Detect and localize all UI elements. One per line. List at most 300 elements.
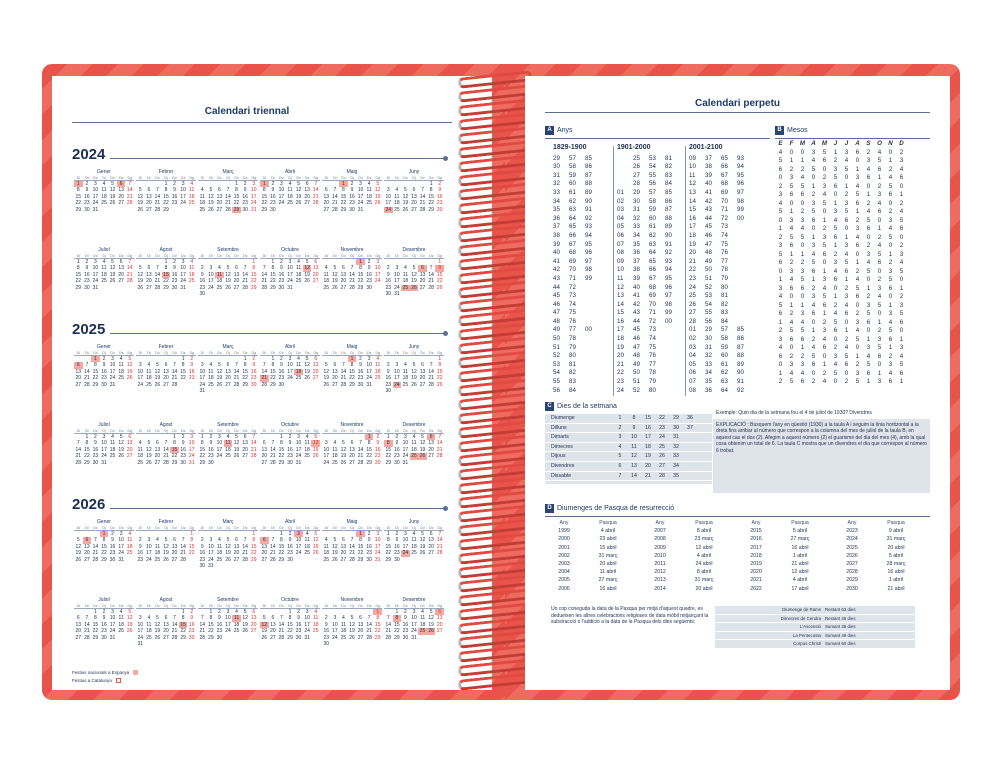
day: 6 [305, 181, 309, 187]
day: 4 [209, 362, 213, 369]
month-cell: 3 [811, 293, 816, 300]
weekday-label: Dc [217, 176, 222, 180]
month-cell: 6 [866, 369, 871, 377]
month-cell: 0 [899, 327, 904, 334]
day: 19 [261, 628, 268, 635]
day: 19 [419, 543, 426, 550]
weekday-label: Dg [437, 351, 443, 355]
easter-date: 16 abril [791, 544, 809, 551]
day: 24 [208, 556, 214, 563]
day: 10 [357, 187, 364, 194]
day: 23 [323, 634, 330, 641]
day: 12 [374, 187, 381, 194]
month-name: Octubre [281, 597, 299, 603]
year-rule [110, 158, 445, 159]
day: 20 [357, 628, 364, 635]
day: 26 [109, 278, 116, 285]
easter-row [737, 544, 833, 552]
years-row [689, 215, 753, 224]
month-cell: 0 [844, 174, 849, 181]
month-name: Octubre [281, 247, 299, 253]
day: 8 [76, 187, 80, 194]
weekday-value: 14 [631, 472, 637, 479]
month-cell: 0 [822, 259, 827, 266]
weekday-label: Dl [138, 351, 142, 355]
day: 10 [216, 440, 223, 447]
weekday-label: Dv [172, 604, 177, 608]
month-cell: 5 [877, 250, 882, 258]
weekday-label: Dc [403, 176, 408, 180]
years-range-header: 1829-1900 [553, 144, 587, 151]
day: 13 [163, 621, 169, 628]
day: 14 [126, 187, 133, 194]
header-any: Any [847, 520, 857, 526]
day: 13 [270, 621, 276, 628]
day: 21 [250, 446, 257, 453]
month-cell: 4 [811, 250, 816, 258]
movable-feast-row [715, 615, 915, 624]
day: 10 [394, 271, 400, 278]
weekday-value [683, 462, 697, 471]
day: 31 [374, 556, 381, 563]
day: 17 [109, 368, 116, 375]
day: 16 [199, 550, 206, 557]
year-cell: 78 [649, 369, 656, 377]
day: 24 [118, 550, 124, 557]
day: 8 [209, 615, 213, 622]
weekday-label: Dl [262, 604, 266, 608]
year-cell: 85 [585, 154, 592, 162]
month-cell: 5 [888, 233, 893, 241]
day: 21 [233, 375, 240, 382]
year-cell: 39 [705, 171, 712, 179]
weekday-label: Dl [262, 429, 266, 433]
year-cell: 73 [721, 223, 728, 231]
day: 20 [75, 375, 82, 382]
easter-year: 2024 [846, 536, 858, 543]
day: 30 [101, 634, 107, 641]
day: 13 [118, 265, 124, 272]
weekday-value: 2 [618, 424, 622, 431]
weekday-label: Dj [288, 526, 292, 530]
weekday-label: Dj [288, 604, 292, 608]
day: 4 [421, 609, 424, 615]
month-febrer [136, 518, 196, 563]
month-cell: 4 [899, 208, 904, 215]
day: 17 [366, 368, 372, 375]
day: 27 [419, 284, 426, 291]
weekday-label: Dt [271, 604, 275, 608]
day: 26 [402, 206, 409, 213]
weekday-label: Dv [420, 254, 425, 258]
separator [685, 146, 686, 396]
month-novembre [322, 596, 382, 647]
year-cell [737, 275, 753, 284]
day: 30 [101, 381, 107, 388]
weekday-label: Dg [375, 429, 381, 433]
weekday-label: Dc [217, 526, 222, 530]
weekday-name: Diumenge [551, 415, 575, 421]
day: 21 [278, 628, 285, 635]
month-cell: 3 [778, 284, 783, 292]
months-row [775, 327, 907, 336]
year-cell: 56 [553, 386, 560, 394]
years-column-1901-2000 [617, 144, 681, 395]
month-cell: 3 [800, 310, 805, 317]
weekday-label: Ds [242, 429, 248, 433]
day: 18 [340, 628, 347, 635]
year-cell: 33 [705, 360, 712, 368]
month-cell: 4 [778, 148, 783, 156]
day: 2 [367, 531, 371, 537]
month-cell: 2 [866, 199, 871, 207]
day: 23 [101, 375, 107, 382]
weekday-label: Dj [226, 429, 230, 433]
day: 15 [366, 446, 372, 453]
weekday-label: Dl [138, 526, 142, 530]
weekday-label: Ds [366, 429, 372, 433]
years-row [553, 369, 601, 378]
day: 26 [411, 381, 417, 388]
month-cell: 2 [833, 157, 838, 164]
year-cell: 32 [705, 352, 712, 360]
day: 9 [111, 537, 114, 544]
month-cell: 5 [866, 267, 871, 275]
weekday-value: 7 [618, 472, 622, 479]
month-cell: 2 [899, 293, 904, 300]
day: 22 [180, 375, 186, 382]
day: 20 [428, 446, 434, 453]
day: 10 [208, 543, 214, 550]
month-cell: 5 [811, 208, 816, 215]
day: 11 [199, 193, 205, 200]
day: 11 [340, 621, 347, 628]
day: 4 [412, 531, 416, 537]
month-cell: 6 [800, 191, 805, 198]
day: 14 [436, 537, 443, 544]
day: 6 [435, 609, 444, 615]
day: 24 [411, 628, 417, 635]
day: 28 [366, 634, 372, 641]
easter-date: 16 abril [887, 569, 905, 576]
day: 15 [436, 271, 443, 278]
day: 9 [395, 440, 399, 447]
day: 18 [118, 368, 124, 375]
month-cell: 6 [855, 293, 860, 300]
day: 4 [102, 181, 106, 187]
day: 12 [163, 543, 169, 550]
year-cell: 19 [617, 343, 624, 351]
month-cell: 5 [899, 310, 904, 317]
section-d-title: Diumenges de Pasqua de resurrecció [557, 505, 675, 512]
weekday-label: Dv [358, 526, 363, 530]
year-cell: 63 [721, 378, 728, 386]
day: 9 [190, 615, 194, 622]
legend-catalonia-swatch [116, 678, 121, 683]
day: 7 [156, 187, 159, 194]
year-cell: 80 [721, 283, 728, 291]
year-cell: 41 [553, 257, 560, 265]
day: 6 [147, 265, 151, 272]
year-cell: 91 [665, 240, 672, 248]
weekday-label: Dv [110, 254, 115, 258]
weekday-value: 12 [631, 453, 637, 460]
day: 18 [411, 543, 417, 550]
weekday-label: Dc [279, 526, 284, 530]
month-cell: 4 [855, 182, 860, 190]
day: 28 [340, 381, 347, 388]
day: 8 [350, 362, 354, 369]
day: 13 [233, 271, 240, 278]
day: 5 [412, 362, 416, 369]
day: 19 [137, 200, 144, 207]
day: 6 [333, 362, 337, 369]
year-cell: 40 [553, 249, 560, 257]
day: 24 [402, 550, 409, 557]
day: 19 [304, 271, 310, 278]
day: 3 [138, 362, 142, 369]
day: 14 [84, 621, 90, 628]
years-row [689, 266, 753, 275]
easter-row [641, 576, 737, 584]
day: 7 [333, 187, 337, 194]
day: 6 [418, 265, 427, 271]
easter-year: 2002 [558, 552, 570, 559]
weekday-label: Ds [366, 604, 372, 608]
month-cell: 0 [833, 191, 838, 198]
year-cell: 27 [689, 309, 696, 317]
weekday-label: Dv [358, 604, 363, 608]
years-row [689, 223, 753, 232]
day: 20 [163, 375, 169, 382]
day: 24 [109, 628, 116, 635]
day: 1 [356, 259, 365, 265]
year-cell: 52 [633, 386, 640, 394]
feast-name: Diumenge de Rams [782, 607, 821, 612]
day: 23 [295, 628, 302, 635]
weekday-label: Ds [304, 429, 310, 433]
month-cell: 4 [877, 242, 882, 249]
month-cell: 0 [822, 208, 827, 215]
years-row [617, 258, 681, 267]
easter-year: 2019 [750, 561, 762, 568]
weekday-label: Dc [341, 526, 346, 530]
day: 24 [394, 381, 400, 388]
day: 19 [146, 453, 152, 460]
day: 16 [188, 368, 195, 375]
day: 4 [314, 609, 318, 615]
day: 17 [188, 446, 195, 453]
day: 8 [252, 265, 256, 272]
year-cell: 74 [569, 300, 576, 308]
weekday-label: Dl [76, 254, 80, 258]
day: 13 [419, 271, 426, 278]
easter-row [641, 585, 737, 593]
years-row [689, 180, 753, 189]
day: 25 [225, 453, 231, 460]
day-grid [136, 609, 196, 647]
day: 9 [350, 187, 354, 194]
year-cell [737, 258, 753, 267]
day: 16 [171, 193, 178, 200]
year-cell: 24 [689, 283, 696, 291]
day: 15 [180, 368, 186, 375]
day: 25 [199, 206, 206, 213]
day-grid [322, 181, 382, 213]
month-cell: 1 [778, 276, 783, 283]
day: 20 [250, 621, 257, 628]
section-b-title: Mesos [787, 127, 808, 134]
year-cell: 76 [649, 352, 656, 360]
year-cell: 00 [585, 326, 592, 334]
year-cell: 43 [553, 274, 560, 282]
weekday-label: Dl [200, 429, 204, 433]
month-cell: 0 [899, 233, 904, 241]
day: 26 [163, 556, 169, 563]
month-cell: 5 [811, 352, 816, 360]
month-cell: 5 [888, 327, 893, 334]
day: 13 [163, 368, 169, 375]
day: 11 [375, 362, 381, 369]
years-row [553, 215, 601, 224]
day-grid [74, 609, 134, 641]
month-cell: 4 [888, 369, 893, 377]
weekday-label: Ds [428, 604, 434, 608]
day: 27 [126, 453, 133, 460]
weekday-label: Ds [428, 176, 434, 180]
weekday-label: Dv [172, 526, 177, 530]
month-cell: 4 [811, 301, 816, 309]
year-cell: 86 [585, 163, 592, 171]
day: 25 [118, 375, 124, 382]
day: 24 [287, 375, 293, 382]
month-cell: 4 [888, 318, 893, 326]
day: 28 [419, 206, 426, 213]
day: 12 [75, 543, 82, 550]
weekday-label: Dt [395, 351, 399, 355]
day: 17 [101, 446, 107, 453]
day: 22 [84, 453, 90, 460]
month-cell: 2 [833, 301, 838, 309]
year-cell: 78 [569, 335, 576, 343]
day: 23 [199, 284, 206, 291]
weekday-label: Dv [172, 351, 177, 355]
day: 13 [332, 368, 338, 375]
year-cell: 75 [569, 309, 576, 317]
year-cell: 22 [617, 369, 624, 377]
month-cell: 2 [822, 369, 827, 377]
weekday-label: Dl [386, 429, 390, 433]
day: 29 [278, 459, 285, 466]
year-rule [110, 333, 445, 334]
year-label: 2025 [72, 321, 106, 338]
month-cell: 0 [888, 293, 893, 300]
year-cell [585, 309, 601, 318]
month-initial: M [821, 140, 828, 147]
easter-year: 2026 [846, 552, 858, 559]
month-name: Febrer [158, 519, 174, 525]
easter-year: 2005 [558, 577, 570, 584]
day: 18 [411, 446, 417, 453]
day: 8 [173, 440, 176, 447]
easter-year: 2027 [846, 561, 858, 568]
day: 23 [402, 628, 409, 635]
day: 6 [342, 537, 345, 544]
year-cell [585, 344, 601, 353]
day: 29 [270, 381, 276, 388]
day: 12 [304, 362, 310, 369]
day: 17 [394, 278, 400, 285]
day: 30 [180, 459, 186, 466]
day: 18 [137, 453, 144, 460]
easter-table [545, 519, 930, 593]
day: 27 [163, 381, 169, 388]
day: 8 [438, 362, 442, 369]
year-cell: 49 [633, 360, 640, 368]
day: 1 [235, 181, 238, 187]
month-cell: 1 [844, 276, 849, 283]
weekday-label: Dl [262, 351, 266, 355]
month-cell: 5 [778, 157, 783, 164]
day: 2 [102, 356, 106, 362]
day: 22 [287, 628, 293, 635]
year-cell: 39 [633, 274, 640, 282]
weekday-label: Dj [226, 254, 230, 258]
day: 20 [242, 446, 248, 453]
weekday-label: Dt [271, 526, 275, 530]
day: 1 [365, 434, 374, 440]
day: 2 [386, 362, 390, 369]
day: 8 [359, 537, 362, 544]
easter-date: 23 març [694, 536, 714, 543]
day: 31 [137, 641, 144, 648]
day: 5 [156, 615, 159, 622]
easter-date: 17 abril [791, 585, 809, 592]
day: 2 [200, 537, 204, 544]
month-cell: 2 [844, 284, 849, 292]
day: 15 [374, 621, 381, 628]
month-name: Març [222, 344, 234, 350]
month-name: Juny [408, 344, 420, 350]
weekday-label: Dl [262, 254, 266, 258]
year-label: 2024 [72, 146, 106, 163]
day: 7 [262, 265, 266, 272]
day: 24 [394, 284, 400, 291]
day: 21 [126, 271, 133, 278]
day: 15 [436, 368, 443, 375]
day: 7 [438, 434, 442, 440]
day: 15 [250, 543, 257, 550]
day: 11 [216, 543, 223, 550]
day: 6 [271, 615, 275, 622]
weekday-label: Dg [313, 604, 319, 608]
day: 4 [218, 537, 221, 544]
month-cell: 1 [855, 259, 860, 266]
months-row [775, 276, 907, 285]
weekday-label: Dt [271, 429, 275, 433]
day: 19 [304, 368, 310, 375]
month-cell: 4 [800, 318, 805, 326]
month-cell: 3 [855, 318, 860, 326]
day: 9 [367, 265, 371, 272]
day: 18 [101, 193, 107, 200]
easter-year: 2003 [558, 561, 570, 568]
day: 18 [109, 446, 116, 453]
month-cell: 3 [822, 233, 827, 241]
year-cell: 61 [569, 188, 576, 196]
day: 2 [173, 259, 176, 265]
year-cell [665, 352, 681, 361]
